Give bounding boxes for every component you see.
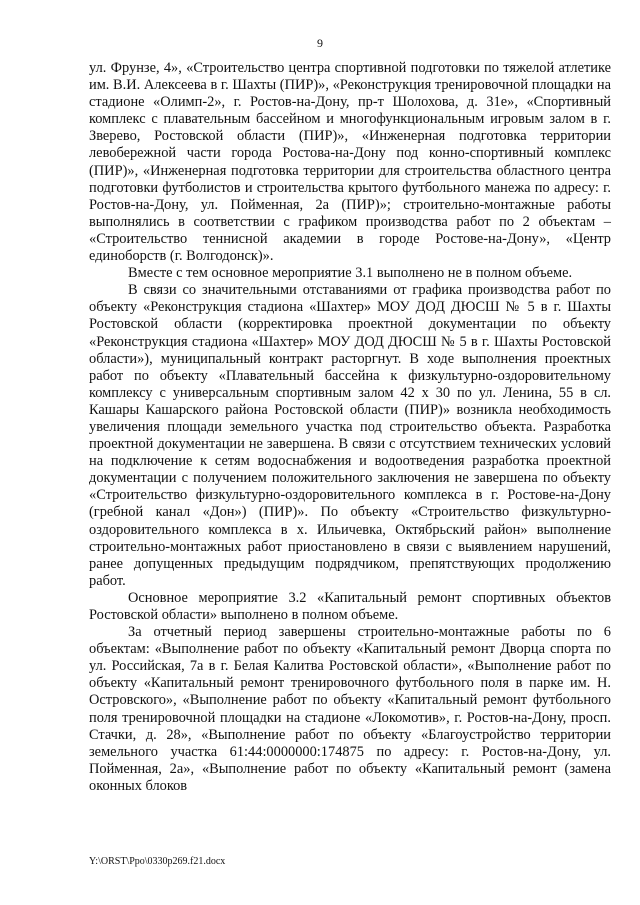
paragraph-completed-repairs: За отчетный период завершены строительно-монтажные работы по 6 объектам: «Выполнение работ по объекту «Капитальный ремонт Дворца спорта по ул. Российская, 7а в г. Белая Калитва Ростовской области», «Выполнение работ по объекту «Капитальный ремонт тренировочного футбольного поля в парке им. Н. Островского», «Выполнение работ по объекту «Капитальный ремонт футбольного поля тренировочной площадки на стадионе «Локомотив», г. Ростов-на-Дону, просп. Стачки, д. 28», «Выполнение работ по объекту «Благоустройство территории земельного участка 61:44:0000000:174875 по адресу: г. Ростов-на-Дону, ул. Пойменная, 2а», «Выполнение работ по объекту «Капитальный ремонт (замена оконных блоков [89,624,611,794]
paragraph-measure-3-2-status: Основное мероприятие 3.2 «Капитальный ремонт спортивных объектов Ростовской области» выполнено в полном объеме. [89,589,611,623]
paragraph-measure-3-1-status: Вместе с тем основное мероприятие 3.1 выполнено не в полном объеме. [128,265,573,282]
paragraph-objects-list-continued: ул. Фрунзе, 4», «Строительство центра спортивной подготовки по тяжелой атлетике им. В.И. Алексеева в г. Шахты (ПИР)», «Реконструкция тренировочной площадки на стадионе «Олимп-2», г. Ростов-на-Дону, пр-т Шолохова, д. 31е», «Спортивный комплекс с плавательным бассейном и многофункциональным игровым залом в г. Зверево, Ростовской области (ПИР)», «Инженерная подготовка территории левобережной части города Ростова-на-Дону под конно-спортивный комплекс (ПИР)», «Инженерная подготовка территории для строительства областного центра подготовки футболистов и строительства крытого футбольного манежа по адресу: г. Ростов-на-Дону, ул. Пойменная, 2а (ПИР)»; строительно-монтажные работы выполнялись в соответствии с графиком производства работ по 2 объектам – «Строительство теннисной академии в городе Ростове-на-Дону», «Центр единоборств (г. Волгодонск)». [89,60,611,265]
document-body [89,60,611,795]
footer-file-path: Y:\ORST\Ppo\0330p269.f21.docx [89,856,226,867]
page-number: 9 [317,36,323,50]
paragraph-delays-and-issues: В связи со значительными отставаниями от графика производства работ по объекту «Реконструкция стадиона «Шахтер» МОУ ДОД ДЮСШ № 5 в г. Шахты Ростовской области (корректировка проектной документации по объекту «Реконструкция стадиона «Шахтер» МОУ ДОД ДЮСШ № 5 в г. Шахты Ростовской области»), муниципальный контракт расторгнут. В ходе выполнения проектных работ по объекту «Плавательный бассейна к физкультурно-оздоровительному комплексу с универсальным спортивным залом 42 х 30 по ул. Ленина, 55 в сл. Кашары Кашарского района Ростовской области (ПИР)» возникла необходимость увеличения площади земельного участка под строительство объекта. Разработка проектной документации не завершена. В связи с отсутствием технических условий на подключение к сетям водоснабжения и водоотведения разработка проектной документации с получением положительного заключения не завершена по объекту «Строительство физкультурно-оздоровительного комплекса в г. Ростове-на-Дону (гребной канал «Дон») (ПИР)». По объекту «Строительство физкультурно-оздоровительного комплекса в х. Ильичевка, Октябрьский район» выполнение строительно-монтажных работ приостановлено в связи с выявлением нарушений, ранее допущенных предыдущим подрядчиком, препятствующих продолжению работ. [89,282,611,589]
